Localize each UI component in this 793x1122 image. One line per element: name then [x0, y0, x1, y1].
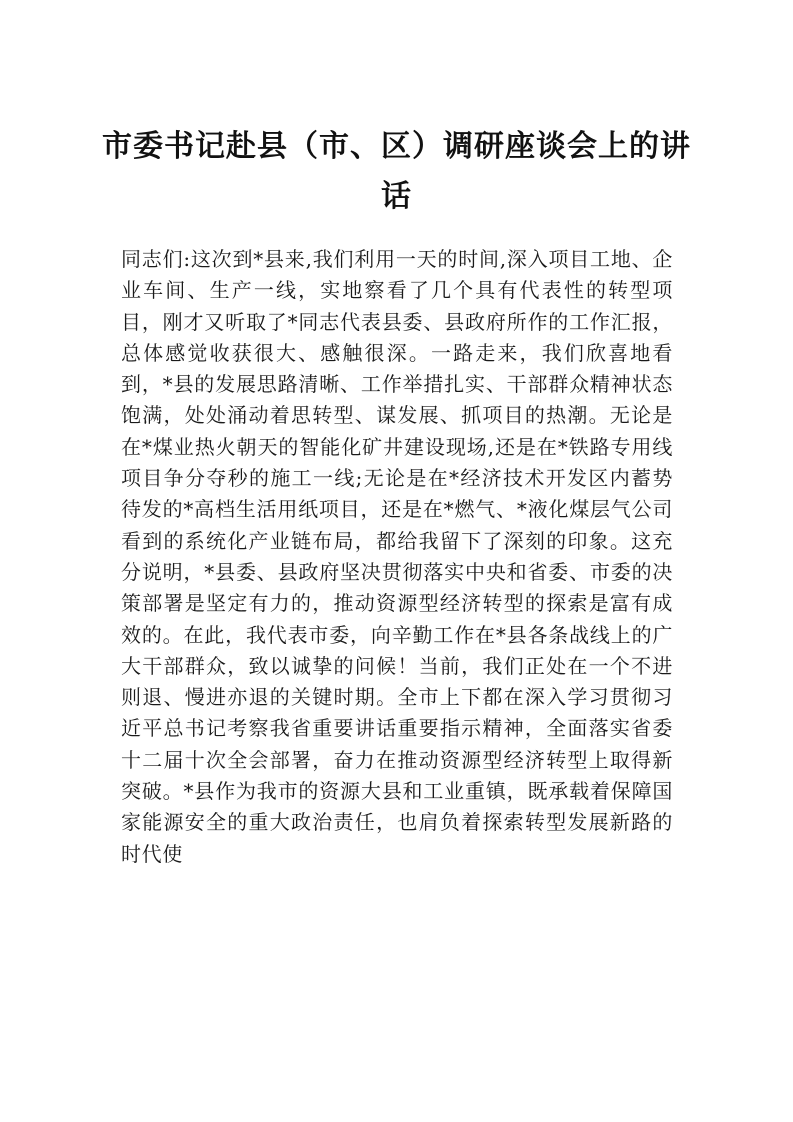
- document-title: 市委书记赴县（市、区）调研座谈会上的讲话: [102, 129, 691, 214]
- body-paragraph: 同志们:这次到*县来,我们利用一天的时间,深入项目工地、企业车间、生产一线，实地察看了几个具有代表性的转型项目，刚才又听取了*同志代表县委、县政府所作的工作汇报，总体感觉收获很大、感触很深。一路走来，我们欣喜地看到，*县的发展思路清晰、工作举措扎实、干部群众精神状态饱满，处处涌动着思转型、谋发展、抓项目的热潮。无论是在*煤业热火朝天的智能化矿井建设现场,还是在*铁路专用线项目争分夺秒的施工一线;无论是在*经济技术开发区内蓄势待发的*高档生活用纸项目，还是在*燃气、*液化煤层气公司看到的系统化产业链布局，都给我留下了深刻的印象。这充分说明，*县委、县政府坚决贯彻落实中央和省委、市委的决策部署是坚定有力的，推动资源型经济转型的探索是富有成效的。在此，我代表市委，向辛勤工作在*县各条战线上的广大干部群众，致以诚挚的问候！当前，我们正处在一个不进则退、慢进亦退的关键时期。全市上下都在深入学习贯彻习近平总书记考察我省重要讲话重要指示精神，全面落实省委十二届十次全会部署，奋力在推动资源型经济转型上取得新突破。*县作为我市的资源大县和工业重镇，既承载着保障国家能源安全的重大政治责任，也肩负着探索转型发展新路的时代使: [121, 247, 673, 866]
